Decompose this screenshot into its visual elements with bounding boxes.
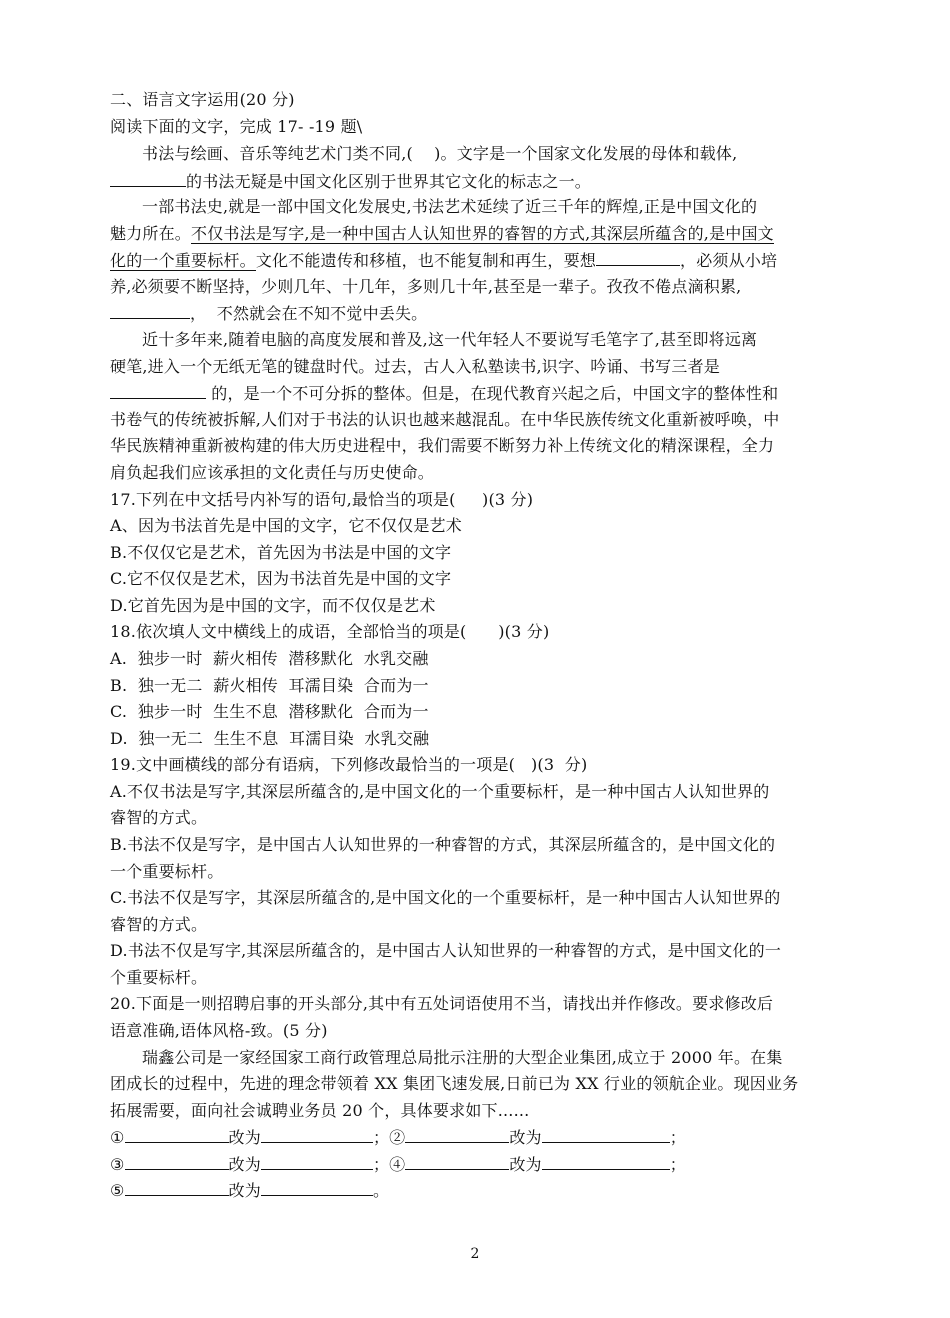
q18-option-d: D. 独一无二 生生不息 耳濡目染 水乳交融	[110, 729, 430, 748]
passage-text: 文化不能遗传和移植，也不能复制和再生，要想	[255, 251, 597, 270]
notice-line: 团成长的过程中，先进的理念带领着 XX 集团飞速发展,日前已为 XX 行业的领航企业。现因业务	[110, 1074, 799, 1093]
marker: ②	[389, 1128, 406, 1147]
separator: ；	[372, 1155, 390, 1174]
passage-text: 的，是一个不可分拆的整体。但是，在现代教育兴起之后，中国文字的整体性和	[206, 384, 779, 403]
question-18-stem: 18.依次填人文中横线上的成语，全部恰当的项是( )(3 分)	[110, 622, 550, 641]
q19-option-c: C.书法不仅是写字，其深层所蕴含的,是中国文化的一个重要标杆，是一种中国古人认知世界的	[110, 888, 781, 907]
fill-blank	[596, 250, 680, 266]
fill-blank	[110, 383, 206, 399]
q18-option-b: B. 独一无二 薪火相传 耳濡目染 合而为一	[110, 676, 429, 695]
passage-line: 近十多年来,随着电脑的高度发展和普及,这一代年轻人不要说写毛笔字了,甚至即将远离	[142, 330, 758, 349]
q17-option-b: B.不仅仅它是艺术，首先因为书法是中国的文字	[110, 543, 452, 562]
passage-text: 的书法无疑是中国文化区别于世界其它文化的标志之一。	[186, 172, 592, 191]
underlined-sentence: 化的一个重要标杆。	[110, 251, 256, 270]
marker: ①	[110, 1128, 125, 1147]
question-17-stem: 17.下列在中文括号内补写的语句,最恰当的项是( )(3 分)	[110, 490, 534, 509]
passage-line	[110, 250, 777, 271]
change-to-label: 改为	[228, 1181, 261, 1200]
change-to-label: 改为	[228, 1155, 261, 1174]
page-number: 2	[470, 1246, 480, 1262]
notice-line: 拓展需要，面向社会诚聘业务员 20 个，具体要求如下......	[110, 1101, 530, 1120]
q19-option-a: A.不仅书法是写字,其深层所蕴含的,是中国文化的一个重要标杆，是一种中国古人认知世界的	[110, 782, 770, 801]
passage-line	[110, 171, 591, 192]
answer-blank[interactable]	[125, 1154, 229, 1170]
q19-option-d-cont: 个重要标杆。	[110, 968, 208, 987]
passage-text: ，必须从小培	[680, 251, 778, 270]
answer-row	[110, 1180, 389, 1201]
answer-row	[110, 1154, 686, 1175]
fill-blank	[110, 171, 186, 187]
passage-line	[110, 303, 427, 324]
q19-option-b: B.书法不仅是写字，是中国古人认知世界的一种睿智的方式，其深层所蕴含的，是中国文化的	[110, 835, 776, 854]
passage-line: 肩负起我们应该承担的文化责任与历史使命。	[110, 463, 435, 482]
answer-blank[interactable]	[125, 1127, 229, 1143]
passage-line	[110, 383, 778, 404]
underlined-sentence: 不仅书法是写字,是一种中国古人认知世界的睿智的方式,其深层所蕴含的,是中国文	[191, 224, 774, 243]
answer-blank[interactable]	[542, 1154, 670, 1170]
answer-blank[interactable]	[125, 1180, 229, 1196]
answer-blank[interactable]	[405, 1127, 509, 1143]
q18-option-a: A. 独步一时 薪火相传 潜移默化 水乳交融	[110, 649, 429, 668]
separator: ；	[669, 1155, 686, 1174]
q17-option-a: A、因为书法首先是中国的文字，它不仅仅是艺术	[110, 516, 462, 535]
passage-line: 养,必须要不断坚持，少则几年、十几年，多则几十年,甚至是一辈子。孜孜不倦点滴积累,	[110, 277, 742, 296]
marker: ④	[389, 1155, 406, 1174]
passage-line: 硬笔,进入一个无纸无笔的键盘时代。过去，古人入私塾读书,识字、吟诵、书写三者是	[110, 357, 720, 376]
change-to-label: 改为	[509, 1128, 542, 1147]
fill-blank	[110, 303, 190, 319]
question-20-stem-cont: 语意准确,语体风格-致。(5 分)	[110, 1021, 328, 1040]
answer-blank[interactable]	[261, 1180, 373, 1196]
q19-option-c-cont: 睿智的方式。	[110, 915, 208, 934]
q19-option-a-cont: 睿智的方式。	[110, 808, 208, 827]
answer-blank[interactable]	[261, 1154, 373, 1170]
change-to-label: 改为	[228, 1128, 261, 1147]
passage-line: 书法与绘画、音乐等纯艺术门类不同,( )。文字是一个国家文化发展的母体和载体,	[142, 144, 738, 163]
end-mark: 。	[372, 1181, 390, 1200]
q17-option-c: C.它不仅仅是艺术，因为书法首先是中国的文字	[110, 569, 452, 588]
answer-blank[interactable]	[261, 1127, 373, 1143]
answer-row	[110, 1127, 686, 1148]
question-20-stem: 20.下面是一则招聘启事的开头部分,其中有五处词语使用不当，请找出并作修改。要求修改后	[110, 994, 774, 1013]
passage-line: 华民族精神重新被构建的伟大历史进程中，我们需要不断努力补上传统文化的精深课程，全力	[110, 436, 775, 455]
section-title: 二、语言文字运用(20 分)	[110, 90, 295, 109]
passage-line	[110, 224, 774, 244]
passage-line: 书卷气的传统被拆解,人们对于书法的认识也越来越混乱。在中华民族传统文化重新被呼唤，中	[110, 410, 780, 429]
passage-text: ， 不然就会在不知不觉中丢失。	[190, 304, 428, 323]
separator: ；	[669, 1128, 686, 1147]
separator: ；	[372, 1128, 390, 1147]
answer-blank[interactable]	[405, 1154, 509, 1170]
instruction: 阅读下面的文字，完成 17- -19 题\	[110, 117, 363, 136]
marker: ③	[110, 1155, 125, 1174]
passage-text: 魅力所在。	[110, 224, 192, 243]
question-19-stem: 19.文中画横线的部分有语病，下列修改最恰当的一项是( )(3 分)	[110, 755, 588, 774]
passage-line: 一部书法史,就是一部中国文化发展史,书法艺术延续了近三千年的辉煌,正是中国文化的	[142, 197, 758, 216]
answer-blank[interactable]	[542, 1127, 670, 1143]
q19-option-b-cont: 一个重要标杆。	[110, 862, 224, 881]
q17-option-d: D.它首先因为是中国的文字，而不仅仅是艺术	[110, 596, 436, 615]
change-to-label: 改为	[509, 1155, 542, 1174]
q18-option-c: C. 独步一时 生生不息 潜移默化 合而为一	[110, 702, 429, 721]
q19-option-d: D.书法不仅是写字,其深层所蕴含的，是中国古人认知世界的一种睿智的方式，是中国文化的一	[110, 941, 782, 960]
notice-line: 瑞鑫公司是一家经国家工商行政管理总局批示注册的大型企业集团,成立于 2000 年。在集	[142, 1048, 783, 1067]
marker: ⑤	[110, 1181, 125, 1200]
